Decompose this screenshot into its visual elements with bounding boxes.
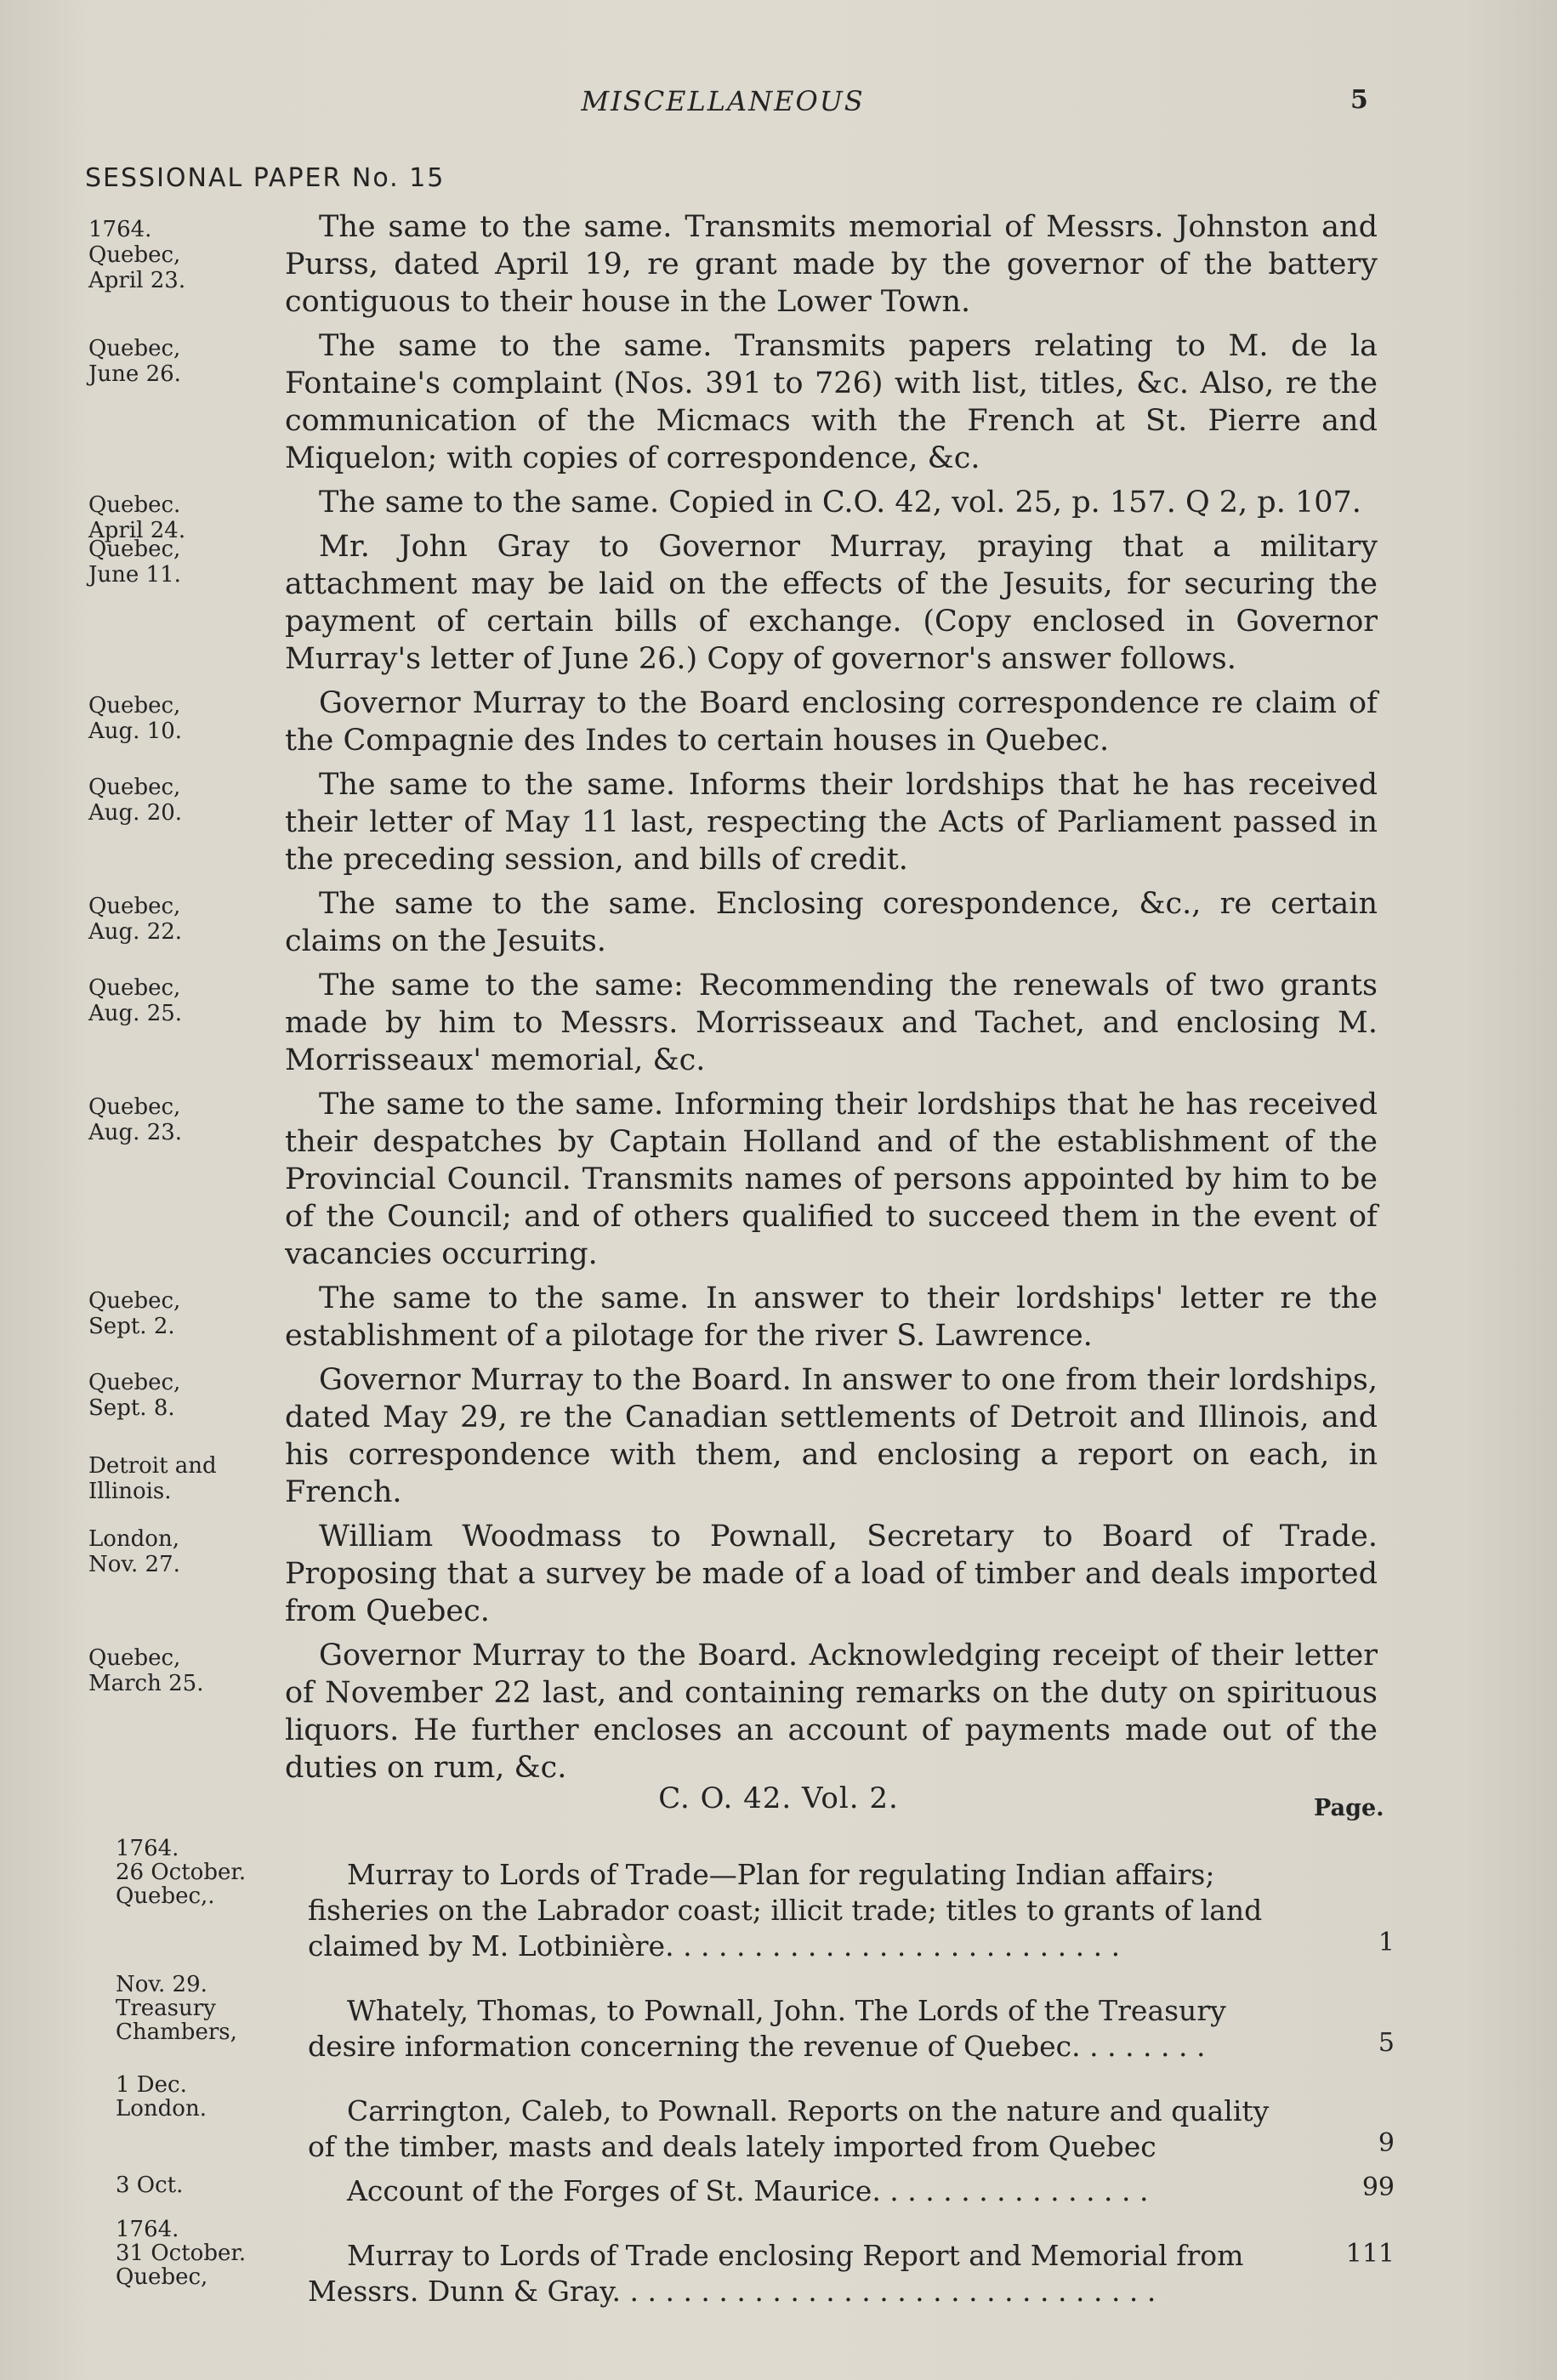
section-title: C. O. 42. Vol. 2. bbox=[658, 1781, 899, 1815]
entry-text: The same to the same. Enclosing corespondence, &c., re certain claims on the Jesuits. bbox=[285, 887, 1378, 958]
entry-date: Quebec, Aug. 10. bbox=[88, 693, 183, 744]
index-text: Murray to Lords of Trade—Plan for regulating Indian affairs; fisheries on the Labrador coast; illicit trade; titles to grants of land claimed by M. Lotbinière. . . . . . . . . . . . . . . . . . . . . . . . . . bbox=[308, 1858, 1263, 1963]
entry-text: The same to the same. Copied in C.O. 42, vol. 25, p. 157. Q 2, p. 107. bbox=[319, 486, 1361, 520]
calendar-entry bbox=[0, 1518, 1557, 1630]
entry-text: The same to the same: Recommending the renewals of two grants made by him to Messrs. Morrisseaux and Tachet, and enclosing M. Morrisseaux' memorial, &c. bbox=[285, 968, 1378, 1077]
entry-date: Quebec, Aug. 23. bbox=[88, 1094, 183, 1145]
calendar-entry bbox=[0, 684, 1557, 759]
index-page-number: 5 bbox=[1378, 2028, 1395, 2058]
index-entry bbox=[0, 2073, 1557, 2165]
index-text: Account of the Forges of St. Maurice. . . . . . . . . . . . . . . . bbox=[347, 2174, 1149, 2207]
calendar-entries bbox=[0, 208, 1557, 1793]
calendar-entry bbox=[0, 1361, 1557, 1511]
page-column-label: Page. bbox=[1314, 1795, 1384, 1821]
index-page-number: 99 bbox=[1361, 2173, 1395, 2202]
page-number: 5 bbox=[1350, 85, 1368, 115]
entry-text: The same to the same. Informing their lordships that he has received their despatches by Captain Holland and of the establishment of the Provincial Council. Transmits names of persons appointed by him to be of the Council; and of others qualified to succeed them in the event of vacancies occurring. bbox=[285, 1088, 1378, 1271]
index-entry bbox=[0, 1973, 1557, 2065]
index-text: Carrington, Caleb, to Pownall. Reports on the nature and quality of the timber, masts and deals lately imported from Quebec bbox=[308, 2094, 1270, 2163]
entry-text: The same to the same. Transmits memorial of Messrs. Johnston and Purss, dated April 19, re grant made by the governor of the battery contiguous to their house in the Lower Town. bbox=[285, 210, 1378, 319]
index-date: 3 Oct. bbox=[116, 2173, 184, 2198]
index-text: Whately, Thomas, to Pownall, John. The Lords of the Treasury desire information concerning the revenue of Quebec. . . . . . . . bbox=[308, 1994, 1226, 2063]
entry-date: London, Nov. 27. bbox=[88, 1526, 180, 1577]
entry-date: Quebec, March 25. bbox=[88, 1645, 204, 1696]
calendar-entry bbox=[0, 208, 1557, 321]
index-entry bbox=[0, 1837, 1557, 1964]
index-date: 1764. 31 October. Quebec, bbox=[116, 2217, 247, 2290]
calendar-entry bbox=[0, 1280, 1557, 1355]
entry-text: Mr. John Gray to Governor Murray, praying that a military attachment may be laid on the effects of the Jesuits, for securing the payment of certain bills of exchange. (Copy enclosed in Governor Murray's letter of June 26.) Copy of governor's answer follows. bbox=[285, 530, 1378, 676]
sessional-paper-label: SESSIONAL PAPER No. 15 bbox=[85, 163, 446, 193]
entry-subject-note: Detroit and Illinois. bbox=[88, 1453, 217, 1504]
entry-date: Quebec, Aug. 22. bbox=[88, 894, 183, 945]
entry-date: Quebec, Sept. 8. bbox=[88, 1370, 181, 1421]
index-list bbox=[0, 1837, 1557, 2318]
entry-text: The same to the same. Informs their lordships that he has received their letter of May 11 last, respecting the Acts of Parliament passed in the preceding session, and bills of credit. bbox=[285, 768, 1378, 877]
section-heading bbox=[0, 1781, 1557, 1824]
entry-date: Quebec, Aug. 25. bbox=[88, 975, 183, 1026]
calendar-entry bbox=[0, 327, 1557, 477]
calendar-entry bbox=[0, 1086, 1557, 1273]
running-head bbox=[0, 85, 1557, 128]
calendar-entry bbox=[0, 528, 1557, 678]
calendar-entry bbox=[0, 967, 1557, 1079]
entry-text: Governor Murray to the Board enclosing correspondence re claim of the Compagnie des Indes to certain houses in Quebec. bbox=[285, 686, 1378, 758]
index-entry bbox=[0, 2173, 1557, 2209]
entry-date: Quebec, June 11. bbox=[88, 537, 181, 588]
calendar-entry bbox=[0, 885, 1557, 960]
entry-date: Quebec, Sept. 2. bbox=[88, 1288, 181, 1339]
entry-text: Governor Murray to the Board. Acknowledging receipt of their letter of November 22 last, and containing remarks on the duty on spirituous liquors. He further encloses an account of payments made out of the duties on rum, &c. bbox=[285, 1639, 1378, 1785]
entry-date: 1764. Quebec, April 23. bbox=[88, 217, 186, 293]
index-entry bbox=[0, 2218, 1557, 2309]
index-text: Murray to Lords of Trade enclosing Report and Memorial from Messrs. Dunn & Gray. . . . . . . . . . . . . . . . . . . . . . . . . . . . . . . bbox=[308, 2239, 1244, 2308]
calendar-entry bbox=[0, 766, 1557, 878]
entry-date: Quebec, Aug. 20. bbox=[88, 775, 183, 826]
running-title: MISCELLANEOUS bbox=[581, 85, 865, 117]
entry-text: The same to the same. Transmits papers relating to M. de la Fontaine's complaint (Nos. 391 to 726) with list, titles, &c. Also, re the communication of the Micmacs with the French at St. Pierre and Miquelon; with copies of correspondence, &c. bbox=[285, 329, 1378, 475]
entry-date: Quebec. April 24. bbox=[88, 492, 186, 543]
index-date: 1 Dec. London. bbox=[116, 2072, 207, 2122]
calendar-entry bbox=[0, 484, 1557, 543]
entry-text: The same to the same. In answer to their lordships' letter re the establishment of a pilotage for the river S. Lawrence. bbox=[285, 1281, 1378, 1353]
index-page-number: 111 bbox=[1345, 2239, 1395, 2269]
index-page-number: 9 bbox=[1378, 2128, 1395, 2158]
index-page-number: 1 bbox=[1378, 1928, 1395, 1957]
entry-date: Quebec, June 26. bbox=[88, 336, 181, 387]
index-date: Nov. 29. Treasury Chambers, bbox=[116, 1972, 237, 2045]
entry-text: William Woodmass to Pownall, Secretary to Board of Trade. Proposing that a survey be made of a load of timber and deals imported from Quebec. bbox=[285, 1519, 1378, 1628]
calendar-entry bbox=[0, 1637, 1557, 1786]
index-date: 1764. 26 October. Quebec,. bbox=[116, 1836, 247, 1909]
entry-text: Governor Murray to the Board. In answer to one from their lordships, dated May 29, re the Canadian settlements of Detroit and Illinois, and his correspondence with them, and enclosing a report on each, in French. bbox=[285, 1363, 1378, 1509]
